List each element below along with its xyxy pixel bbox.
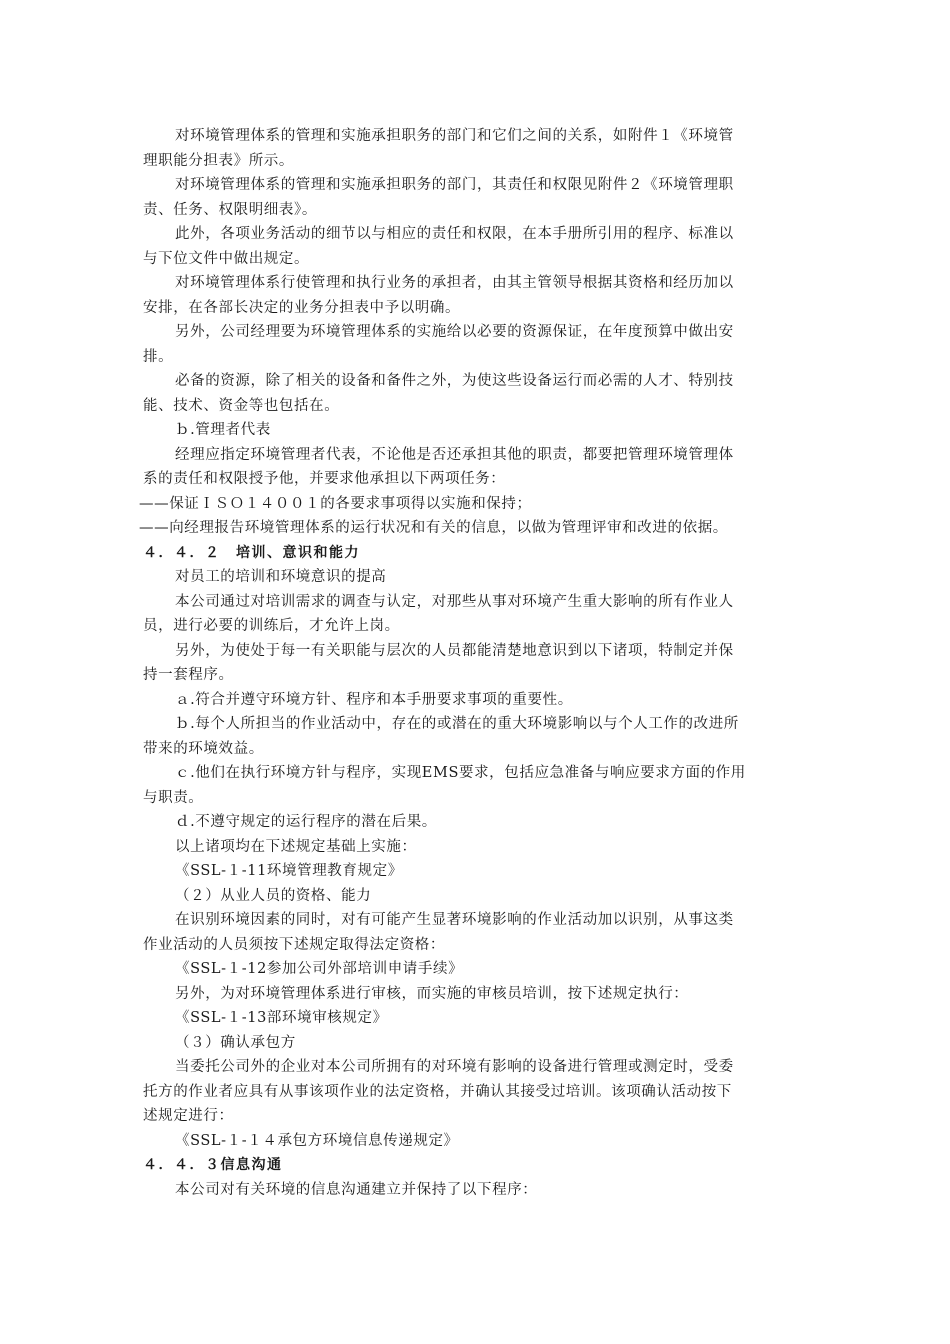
text-line: 《SSL-１-12参加公司外部培训申请手续》 xyxy=(175,961,464,977)
text-line: 《SSL-１-13部环境审核规定》 xyxy=(175,1010,388,1026)
text-line: ｄ.不遵守规定的运行程序的潜在后果。 xyxy=(175,814,437,830)
text-line: ａ.符合并遵守环境方针、程序和本手册要求事项的重要性。 xyxy=(175,691,573,708)
text-line: 在识别环境因素的同时，对有可能产生显著环境影响的作业活动加以识别，从事这类 xyxy=(175,912,734,928)
text-line: 作业活动的人员须按下述规定取得法定资格： xyxy=(143,936,445,953)
document-body xyxy=(139,124,807,1202)
section-heading: ４．４．２ 培训、意识和能力 xyxy=(143,544,360,561)
text-line: 《SSL-１-11环境管理教育规定》 xyxy=(175,863,403,879)
text-line: 能、技术、资金等也包括在。 xyxy=(143,397,340,414)
text-line: ｂ.每个人所担当的作业活动中，存在的或潜在的重大环境影响以与个人工作的改进所 xyxy=(175,716,739,732)
text-line: 此外，各项业务活动的细节以与相应的责任和权限，在本手册所引用的程序、标准以 xyxy=(175,226,734,242)
text-line: 带来的环境效益。 xyxy=(143,740,264,757)
text-line: 述规定进行： xyxy=(143,1108,234,1124)
text-line: 安排，在各部长决定的业务分担表中予以明确。 xyxy=(143,299,461,316)
text-line: 持一套程序。 xyxy=(143,667,234,683)
text-line: 另外，为对环境管理体系进行审核，而实施的审核员培训，按下述规定执行： xyxy=(175,985,689,1002)
text-line: ｃ.他们在执行环境方针与程序，实现EMS要求，包括应急准备与响应要求方面的作用 xyxy=(175,765,746,781)
text-line: 当委托公司外的企业对本公司所拥有的对环境有影响的设备进行管理或测定时，受委 xyxy=(175,1059,734,1075)
text-line: （２）从业人员的资格、能力 xyxy=(175,887,372,904)
text-line: 员，进行必要的训练后，才允许上岗。 xyxy=(143,618,400,634)
text-line: 责、任务、权限明细表》。 xyxy=(143,201,317,218)
text-line: 与下位文件中做出规定。 xyxy=(143,250,310,267)
text-line: 排。 xyxy=(143,348,174,365)
text-line: （３）确认承包方 xyxy=(175,1034,296,1051)
text-line: 另外，公司经理要为环境管理体系的实施给以必要的资源保证，在年度预算中做出安 xyxy=(175,324,734,340)
text-line: 本公司通过对培训需求的调查与认定，对那些从事对环境产生重大影响的所有作业人 xyxy=(175,593,734,610)
text-line: 经理应指定环境管理者代表，不论他是否还承担其他的职责，都要把管理环境管理体 xyxy=(175,446,734,463)
text-line: 对环境管理体系行使管理和执行业务的承担者，由其主管领导根据其资格和经历加以 xyxy=(175,275,734,291)
text-line: 对员工的培训和环境意识的提高 xyxy=(175,569,387,585)
text-line: 以上诸项均在下述规定基础上实施： xyxy=(175,838,417,855)
text-line: 本公司对有关环境的信息沟通建立并保持了以下程序： xyxy=(175,1181,538,1198)
text-line: 另外，为使处于每一有关职能与层次的人员都能清楚地意识到以下诸项，特制定并保 xyxy=(175,642,734,659)
text-line: 系的责任和权限授予他，并要求他承担以下两项任务： xyxy=(143,471,506,487)
text-line: 《SSL-１-１４承包方环境信息传递规定》 xyxy=(175,1132,459,1149)
text-line: 托方的作业者应具有从事该项作业的法定资格，并确认其接受过培训。该项确认活动按下 xyxy=(143,1083,732,1100)
text-line: 对环境管理体系的管理和实施承担职务的部门和它们之间的关系，如附件１《环境管 xyxy=(175,128,734,144)
text-line: 对环境管理体系的管理和实施承担职务的部门，其责任和权限见附件２《环境管理职 xyxy=(175,177,734,193)
text-line: 理职能分担表》所示。 xyxy=(143,152,294,169)
text-line: ——保证ＩＳＯ１４００１的各要求事项得以实施和保持； xyxy=(139,495,532,512)
text-line: ｂ.管理者代表 xyxy=(175,422,271,438)
text-line: ——向经理报告环境管理体系的运行状况和有关的信息，以做为管理评审和改进的依据。 xyxy=(139,520,728,536)
text-line: 必备的资源，除了相关的设备和备件之外，为使这些设备运行而必需的人才、特别技 xyxy=(175,373,734,389)
section-heading: ４．４．３信息沟通 xyxy=(143,1157,283,1173)
text-line: 与职责。 xyxy=(143,789,204,806)
